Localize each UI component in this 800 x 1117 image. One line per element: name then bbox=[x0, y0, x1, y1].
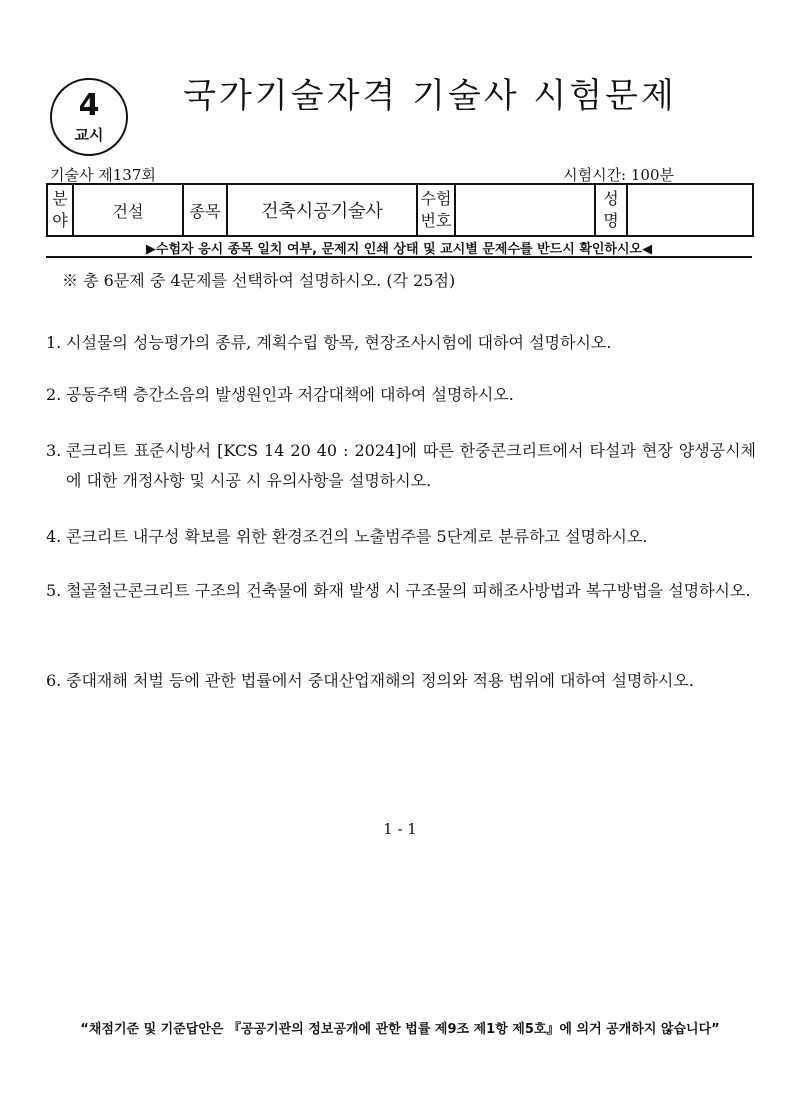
question-text: 콘크리트 내구성 확보를 위한 환경조건의 노출범주를 5단계로 분류하고 설명하시오. bbox=[66, 527, 648, 546]
name-field[interactable] bbox=[627, 184, 753, 236]
session-number: 4 bbox=[78, 88, 100, 123]
question-text: 콘크리트 표준시방서 [KCS 14 20 40 : 2024]에 따른 한중콘크리트에서 타설과 현장 양생공시체에 대한 개정사항 및 시공 시 유의사항을 설명하시오. bbox=[66, 441, 756, 490]
question-item bbox=[46, 576, 756, 606]
name-label: 성 명 bbox=[595, 184, 627, 236]
question-number: 3. bbox=[46, 441, 62, 460]
question-number: 1. bbox=[46, 333, 62, 352]
exam-info-table bbox=[46, 183, 754, 237]
question-item bbox=[46, 380, 756, 410]
question-item bbox=[46, 436, 756, 496]
session-label: 교시 bbox=[74, 126, 104, 144]
question-number: 4. bbox=[46, 527, 62, 546]
divider bbox=[46, 256, 752, 258]
exam-time: 시험시간: 100분 bbox=[563, 166, 674, 184]
category-label: 종목 bbox=[183, 184, 227, 236]
question-text: 공동주택 층간소음의 발생원인과 저감대책에 대하여 설명하시오. bbox=[66, 385, 514, 404]
exam-number-label: 수험 번호 bbox=[417, 184, 455, 236]
instruction: ※ 총 6문제 중 4문제를 선택하여 설명하시오. (각 25점) bbox=[62, 271, 456, 290]
question-item bbox=[46, 666, 756, 696]
question-number: 6. bbox=[46, 671, 62, 690]
question-item bbox=[46, 522, 756, 552]
field-value: 건설 bbox=[73, 184, 183, 236]
exam-number-field[interactable] bbox=[455, 184, 595, 236]
question-text: 시설물의 성능평가의 종류, 계획수립 항목, 현장조사시험에 대하여 설명하시오. bbox=[66, 333, 612, 352]
question-number: 2. bbox=[46, 385, 62, 404]
page-number: 1 - 1 bbox=[383, 820, 417, 838]
notice-banner: ▶수험자 응시 종목 일치 여부, 문제지 인쇄 상태 및 교시별 문제수를 반드시 확인하시오◀ bbox=[145, 242, 653, 257]
footer-notice: “채점기준 및 기준답안은 『공공기관의 정보공개에 관한 법률 제9조 제1항 제5호』에 의거 공개하지 않습니다” bbox=[80, 1022, 720, 1037]
question-text: 중대재해 처벌 등에 관한 법률에서 중대산업재해의 정의와 적용 범위에 대하여 설명하시오. bbox=[66, 671, 694, 690]
page-title: 국가기술자격 기술사 시험문제 bbox=[183, 76, 677, 116]
field-label: 분 야 bbox=[47, 184, 73, 236]
question-number: 5. bbox=[46, 581, 62, 600]
question-text: 철골철근콘크리트 구조의 건축물에 화재 발생 시 구조물의 피해조사방법과 복구방법을 설명하시오. bbox=[66, 581, 751, 600]
question-item bbox=[46, 328, 756, 358]
session-badge bbox=[50, 78, 128, 156]
exam-round: 기술사 제137회 bbox=[50, 166, 156, 184]
category-value: 건축시공기술사 bbox=[227, 184, 417, 236]
